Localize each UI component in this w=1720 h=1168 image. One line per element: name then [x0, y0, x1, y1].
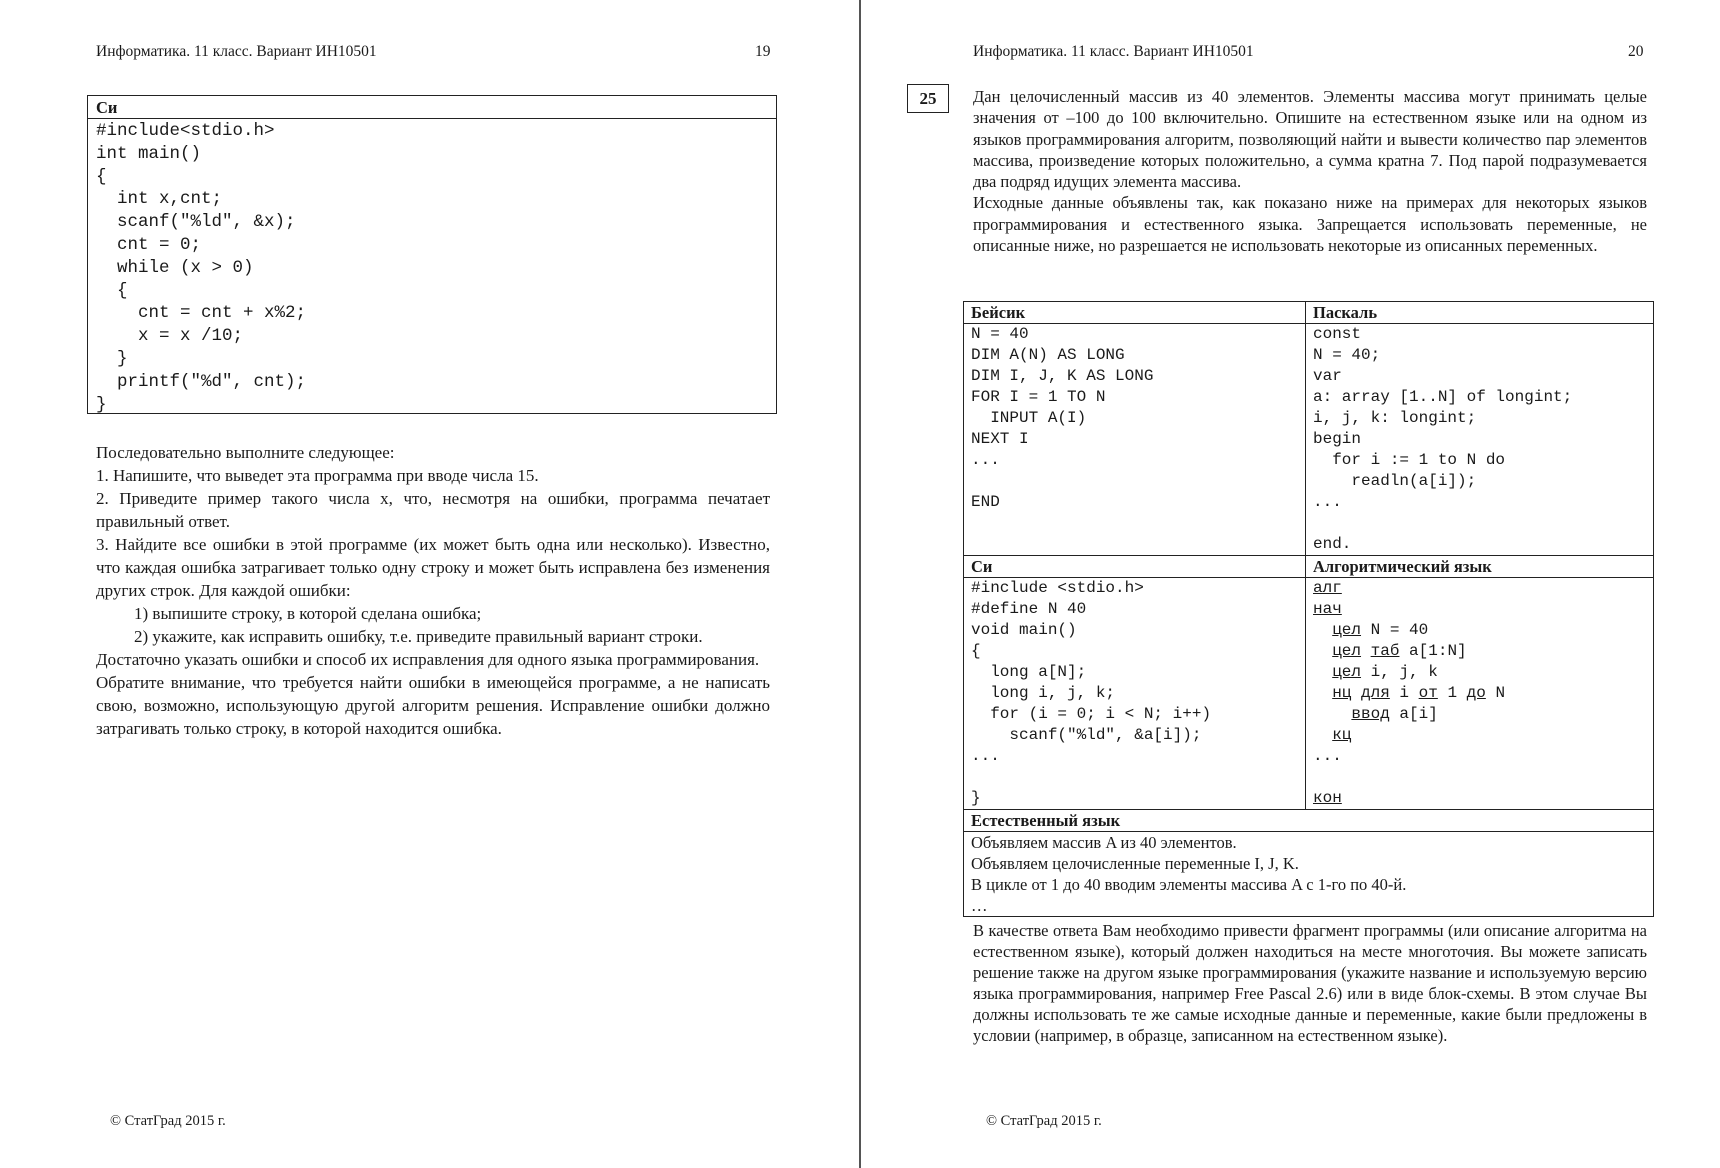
algo-keyword: от — [1418, 684, 1438, 702]
c-header: Си — [964, 556, 1306, 578]
algo-keyword: кон — [1313, 789, 1342, 807]
instruction-intro: Последовательно выполните следующее: — [96, 443, 395, 462]
task-statement — [973, 86, 1647, 256]
algo-text: N — [1485, 684, 1506, 702]
algo-text: N = 40 — [1361, 621, 1429, 639]
algo-keyword: алг — [1313, 579, 1342, 597]
c-code: #include <stdio.h> #define N 40 void main() { long a[N]; long i, j, k; for (i = 0; i < N; i++) scanf("%ld", &a[i]); ... } — [971, 579, 1212, 807]
natural-line: Объявляем целочисленные переменные I, J, K. — [971, 854, 1299, 873]
instruction-subitem-1: 1) выпишите строку, в которой сделана ошибка; — [134, 604, 482, 623]
algo-keyword: цел — [1332, 621, 1362, 639]
algo-header: Алгоритмический язык — [1306, 556, 1654, 578]
task-paragraph: Дан целочисленный массив из 40 элементов. Элементы массива могут принимать целые значения от –100 до 100 включительно. Опишите на естественном языке или на одном из языков программирования алгоритм, позволяющий найти и вывести количество пар элементов массива, произведение которых положительно, а сумма кратна 7. Под парой подразумевается два подряд идущих элемента массива. — [973, 87, 1647, 192]
algo-keyword: ввод — [1351, 705, 1390, 723]
closing-paragraph: В качестве ответа Вам необходимо привести фрагмент программы (или описание алгоритма на естественном языке), который должен находиться на месте многоточия. Вы можете записать решение также на другом языке программирования (укажите название и используемую версию языка программирования, например Free Pascal 2.6) или в виде блок-схемы. В этом случае Вы должны использовать те же самые исходные данные и переменные, какие были предложены в условии (например, в образце, записанном на естественном языке). — [973, 921, 1647, 1045]
algo-text: i — [1389, 684, 1419, 702]
algo-text: i, j, k — [1361, 663, 1438, 681]
page-header: Информатика. 11 класс. Вариант ИН10501 — [96, 43, 377, 60]
pascal-code: const N = 40; var a: array [1..N] of longint; i, j, k: longint; begin for i := 1 to N do readln(a[i]); ... end. — [1313, 325, 1573, 553]
algo-keyword: цел — [1332, 663, 1362, 681]
instruction-note-1: Достаточно указать ошибки и способ их исправления для одного языка программирования. — [96, 650, 760, 669]
natural-header: Естественный язык — [964, 810, 1654, 832]
page-number: 20 — [1628, 43, 1644, 60]
algo-text: a[i] — [1389, 705, 1438, 723]
algo-keyword: до — [1466, 684, 1486, 702]
instruction-item-2: 2. Приведите пример такого числа x, что, несмотря на ошибки, программа печатает правильный ответ. — [96, 489, 770, 531]
algo-keyword: нач — [1313, 600, 1342, 618]
basic-code: N = 40 DIM A(N) AS LONG DIM I, J, K AS LONG FOR I = 1 TO N INPUT A(I) NEXT I ... END — [971, 325, 1154, 511]
instruction-item-3: 3. Найдите все ошибки в этой программе (их может быть одна или несколько). Известно, что каждая ошибка затрагивает только одну строку и может быть исправлена без изменения других строк. Для каждой ошибки: — [96, 535, 770, 600]
algo-ellipsis: ... — [1313, 747, 1342, 765]
natural-line: В цикле от 1 до 40 вводим элементы массива A с 1-го по 40-й. — [971, 875, 1407, 894]
algo-keyword: нц — [1332, 684, 1352, 702]
algo-text: 1 — [1437, 684, 1467, 702]
pascal-header: Паскаль — [1306, 302, 1654, 324]
instruction-subitem-2: 2) укажите, как исправить ошибку, т.е. приведите правильный вариант строки. — [134, 627, 703, 646]
page-footer: © СтатГрад 2015 г. — [986, 1113, 1102, 1129]
algo-keyword: цел — [1332, 642, 1362, 660]
page-number: 19 — [755, 43, 771, 60]
task-paragraph: Исходные данные объявлены так, как показано ниже на примерах для некоторых языков программирования и естественного языка. Запрещается использовать переменные, не описанные ниже, но разрешается не использовать некоторые из описанных переменных. — [973, 193, 1647, 256]
algo-text: a[1:N] — [1399, 642, 1467, 660]
instructions — [96, 441, 770, 740]
page-header: Информатика. 11 класс. Вариант ИН10501 — [973, 43, 1254, 60]
code-box-title: Си — [88, 96, 776, 119]
basic-header: Бейсик — [964, 302, 1306, 324]
left-page — [0, 0, 859, 1168]
natural-line: … — [971, 896, 988, 915]
algo-keyword: таб — [1370, 642, 1400, 660]
instruction-note-2: Обратите внимание, что требуется найти ошибки в имеющейся программе, а не написать свою, возможно, использующую другой алгоритм решения. Исправление ошибки должно затрагивать только строку, в которой находится ошибка. — [96, 673, 770, 738]
algo-keyword: кц — [1332, 726, 1352, 744]
natural-line: Объявляем массив A из 40 элементов. — [971, 833, 1237, 852]
algo-keyword: для — [1361, 684, 1390, 702]
code-listing: #include<stdio.h> int main() { int x,cnt; scanf("%ld", &x); cnt = 0; while (x > 0) { cnt = cnt + x%2; x = x /10; } printf("%d", cnt); } — [96, 121, 307, 415]
page-footer: © СтатГрад 2015 г. — [110, 1113, 226, 1129]
instruction-item-1: 1. Напишите, что выведет эта программа при вводе числа 15. — [96, 466, 539, 485]
language-table — [963, 301, 1654, 917]
code-box-c — [87, 95, 777, 414]
algo-code — [1313, 578, 1646, 809]
task-number-box: 25 — [907, 84, 949, 113]
